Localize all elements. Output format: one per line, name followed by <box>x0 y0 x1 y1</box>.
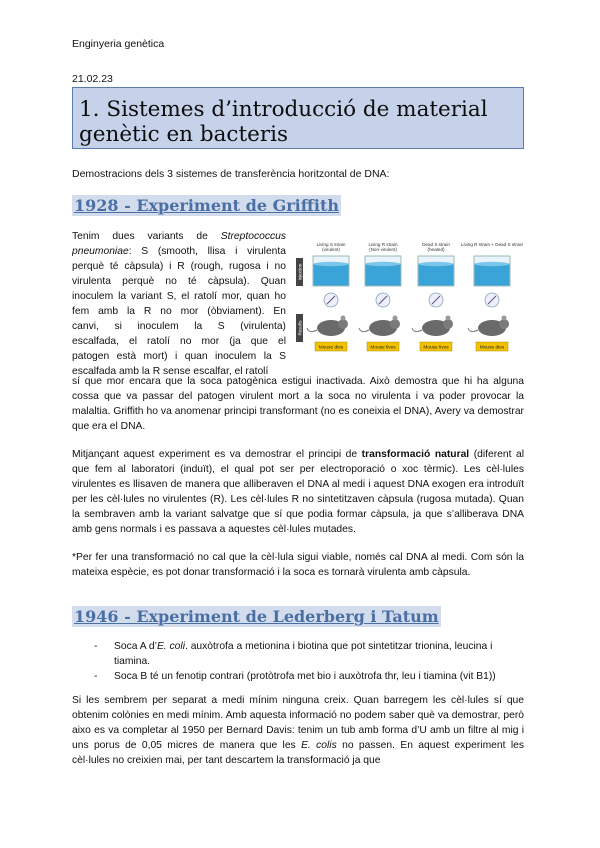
griffith-line: fem amb la R no mor (òbviament). En <box>72 306 286 317</box>
liquid-surface <box>366 262 401 266</box>
bullet1-b: . auxòtrofa a metionina i biotina que pot sintetitzar trionina, leucina i tiamina. <box>114 641 493 667</box>
row-label: Results <box>297 320 303 336</box>
mouse-ear <box>446 316 451 321</box>
result-label: Mouse dies <box>318 345 344 351</box>
bullet1-italic: E. coli <box>156 641 185 652</box>
title-box <box>72 87 524 149</box>
liquid-surface <box>475 262 510 266</box>
lederberg-para-b: no passen. En aquest experiment les cèl·lules no creixien mai, per tant descartem la transformació ja que <box>72 740 524 766</box>
griffith-line: pneumoniae: S (smooth, llisa i virulenta <box>72 246 286 257</box>
griffith-line: perquè té càpsula) i R (rough, rugosa i no <box>72 261 286 272</box>
liquid-surface <box>419 262 454 266</box>
p2-before: Mitjançant aquest experiment es va demostrar el principi de <box>72 449 362 460</box>
section-heading-lederberg <box>72 607 441 627</box>
column-title: Living R strain + Dead S strain <box>460 242 524 247</box>
mouse-tail <box>412 328 422 332</box>
section-heading-griffith <box>72 196 341 216</box>
row-label: Injection <box>297 263 303 281</box>
intro-text: Demostracions dels 3 sistemes de transferència horitzontal de DNA: <box>72 168 390 180</box>
column-title: Dead S strain <box>422 242 450 247</box>
mouse-ear <box>393 316 398 321</box>
lederberg-paragraph <box>72 693 524 768</box>
document-date: 21.02.23 <box>72 73 113 85</box>
mouse-ear <box>341 316 346 321</box>
column-subtitle: (heated) <box>427 247 445 252</box>
griffith-line: Tenim dues variants de Streptococcus <box>72 231 286 242</box>
result-label: Mouse lives <box>423 345 449 351</box>
griffith-continuation: sí que mor encara que la soca patogènica estigui inactivada. Això demostra que hi ha alguna cossa que va passar del patogen virulent mort a la soca no virulenta i va poder provocar la malaltia. Griffith ho va anomenar principi transformant (no es coneixia el DNA), Avery va demostrar que era el DNA. <box>72 376 524 432</box>
griffith-line: patogen està mort) i quan inoculem la S <box>72 351 286 362</box>
beaker-liquid <box>366 264 401 286</box>
column-subtitle: (Non-virulent) <box>369 247 397 252</box>
column-title: Living S strain <box>316 242 346 247</box>
note-paragraph: *Per fer una transformació no cal que la cèl·lula sigui viable, només cal DNA al medi. Com són la mateixa espècie, es pot donar transformació i la soca es tornarà virulenta amb càpsula. <box>72 552 524 578</box>
griffith-experiment-figure <box>296 228 524 360</box>
beaker-liquid <box>314 264 349 286</box>
griffith-heading: 1928 - Experiment de Griffith <box>74 196 339 215</box>
column-title: Living R strain <box>368 242 398 247</box>
lederberg-heading: 1946 - Experiment de Lederberg i Tatum <box>74 607 439 626</box>
course-header: Enginyeria genètica <box>72 38 165 50</box>
griffith-line: escalfada, el ratolí no mor (ja que el <box>72 336 286 347</box>
lederberg-para-a: Si les sembrem per separat a medi mínim ninguna creix. Quan barregem les cèl·lules sí que obtenim colònies en medi mínim. Amb aquesta informació no podem saber què va demostrar, però aixo es va completar al 1950 per Bernard Davis: tenim un tub amb forma d’U amb un filtre al mig i uns porus de 0,05 micres de manera que les <box>72 695 524 751</box>
column-subtitle: (virulent) <box>322 247 340 252</box>
griffith-line: escalfada amb la R sense escalfar, el ratolí <box>72 366 269 377</box>
result-label: Mouse lives <box>370 345 396 351</box>
griffith-line: inoculem la variant S, el ratolí mor, quan ho <box>72 291 286 302</box>
result-label: Mouse dies <box>479 345 505 351</box>
beaker-liquid <box>419 264 454 286</box>
griffith-line: canvi, si inoculem la S (virulenta) <box>72 321 286 332</box>
strain-list <box>72 639 524 684</box>
mouse-tail <box>359 328 369 332</box>
mouse-ear <box>502 316 507 321</box>
list-item <box>90 639 524 669</box>
bullet1-a: Soca A d’ <box>114 641 157 652</box>
p2-after: (diferent al que fem al laboratori (induït), el qual pot ser per electroporació o xoc tèrmic). Les cèl·lules virulentes es llisaven de manera que alliberaven el DNA al medi i aquest DNA exogen era introduït per les cèl·lules no virulentes (R). Les cèl·lules R no sintetitzaven càpsula (rugosa mutada). Quan la sembraven amb la variant salvatge que sí que podia formar càpsula, ja que s’alliberava DNA amb gens normals i es passava a aquestes cèl·lules mutades. <box>72 449 524 535</box>
p2-bold-term: transformació natural <box>361 449 470 460</box>
mouse-tail <box>307 328 317 332</box>
transformation-paragraph <box>72 447 524 537</box>
beaker-liquid <box>475 264 510 286</box>
lederberg-para-italic: E. colis <box>301 740 337 751</box>
griffith-wrapped-text <box>72 229 286 379</box>
list-item <box>90 669 524 684</box>
page-title: 1. Sistemes d’introducció de material genètic en bacteris <box>79 97 488 147</box>
liquid-surface <box>314 262 349 266</box>
griffith-line: virulenta perquè no té càpsula). Quan <box>72 276 286 287</box>
bullet2-text: Soca B té un fenotip contrari (protòtrofa met bio i auxòtrofa thr, leu i tiamina (vit B1)) <box>114 671 496 682</box>
mouse-tail <box>468 328 478 332</box>
